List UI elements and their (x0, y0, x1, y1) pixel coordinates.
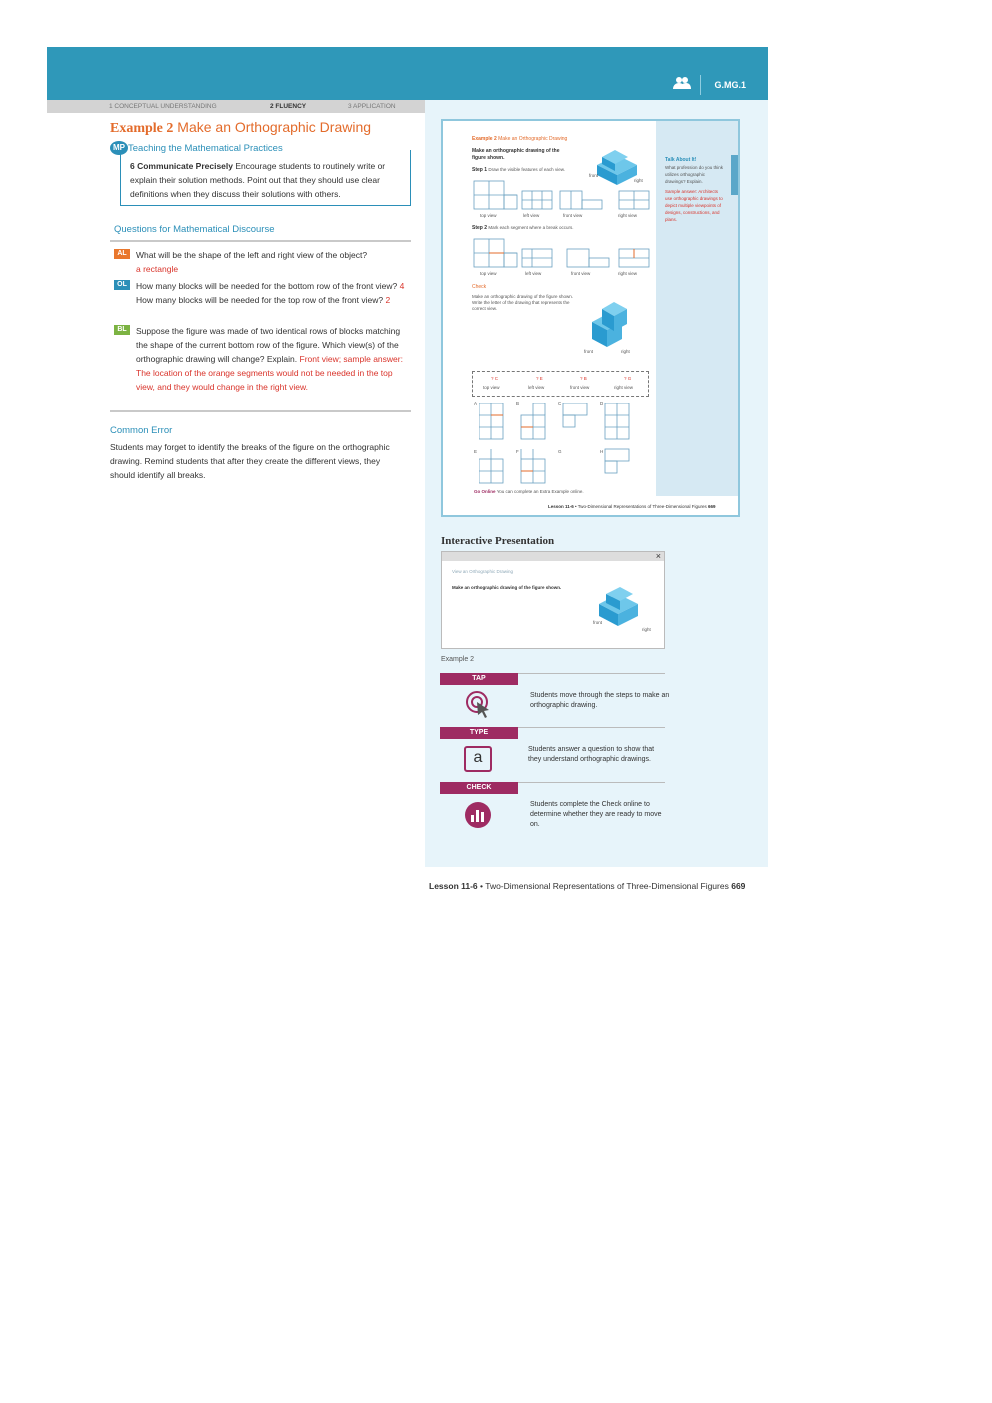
discourse-rule (110, 240, 411, 242)
mp-badge: MP (110, 141, 128, 155)
type-desc: Students answer a question to show that they understand orthographic drawings. (528, 746, 655, 763)
s2-right-view: right view (618, 271, 638, 276)
mp-text: 6 Communicate Precisely Encourage students to routinely write or explain their solution methods. Point out that they should use clear definitions when they discuss their solutions with others. (130, 161, 386, 199)
screen-prompt: Make an orthographic drawing of the figure shown. (452, 585, 562, 590)
tag-al: AL (114, 249, 130, 259)
step2-views (472, 237, 652, 273)
page-footer-main: Lesson 11-6 • Two-Dimensional Representations of Three-Dimensional Figures 669 (429, 881, 746, 891)
check-right-label: right (621, 349, 630, 354)
choice-e: E (474, 449, 478, 454)
screen-right-label: right (642, 627, 651, 632)
type-icon: a (464, 746, 492, 772)
example-heading: Example 2 Make an Orthographic Drawing (110, 119, 372, 136)
check-heading: Check (472, 284, 487, 290)
banner-divider (700, 75, 701, 95)
student-page-thumbnail (441, 119, 740, 517)
tap-rule (518, 673, 665, 674)
tap-desc: Students move through the steps to make an orthographic drawing. (530, 692, 670, 709)
type-label: TYPE (440, 727, 518, 739)
interactive-title: Interactive Presentation (441, 535, 555, 547)
check-rule (518, 782, 665, 783)
check-front-label: front (584, 349, 594, 354)
check-choice-grids (479, 403, 639, 489)
choice-d: D (600, 401, 604, 406)
go-online-note: Go Online You can complete an Extra Example online. (474, 489, 584, 494)
page-prompt: Make an orthographic drawing of the figure shown. (472, 148, 560, 161)
blank-front: ? B (580, 376, 587, 381)
tap-icon (465, 690, 493, 718)
page-tab (731, 155, 738, 195)
choice-g: G (558, 449, 562, 454)
page-right-label: right (634, 178, 643, 183)
talk-about-it: Talk About It! What profession do you think utilizes orthographic drawings? Explain. Sample answer: Architects use orthographic drawings to depict multiple viewpoints of designs, constructions, and plans. (665, 157, 724, 222)
tap-label: TAP (440, 673, 518, 685)
page-front-label: front (589, 173, 599, 178)
stripe-conceptual: 1 CONCEPTUAL UNDERSTANDING (109, 103, 217, 110)
check-chart-icon (464, 801, 492, 829)
common-error-heading: Common Error (110, 425, 173, 436)
check-desc: Students complete the Check online to determine whether they are ready to move on. (530, 801, 662, 828)
interactive-screen[interactable] (441, 551, 665, 649)
tag-bl: BL (114, 325, 130, 335)
check-cube-figure (587, 297, 637, 355)
close-icon[interactable]: × (655, 551, 661, 561)
step1-views (472, 179, 652, 215)
type-rule (518, 727, 665, 728)
mp-heading: Teaching the Mathematical Practices (128, 143, 287, 154)
s1-right-view: right view (618, 213, 638, 218)
question-bl: BL Suppose the figure was made of two identical rows of blocks matching the shape of the current bottom row of the figure. Which view(s) of the orthographic drawing will change? Explain. Front view; sample answer: The location of the orange segments would not be needed in the top view, and they would change in the right view. (114, 324, 410, 394)
choice-f: F (516, 449, 519, 454)
choice-b: B (516, 401, 520, 406)
check-right-view: right view (614, 385, 634, 390)
stripe-fluency: 2 FLUENCY (270, 103, 307, 110)
page-footer: Lesson 11-6 • Two-Dimensional Representations of Three-Dimensional Figures 669 (548, 504, 716, 509)
screen-titlebar (442, 552, 664, 561)
interactive-caption: Example 2 (441, 656, 475, 663)
check-label: CHECK (440, 782, 518, 794)
check-text: Make an orthographic drawing of the figure shown. Write the letter of the drawing that represents the correct view. (472, 294, 574, 311)
question-al: AL What will be the shape of the left and right view of the object? a rectangle (114, 248, 410, 276)
progress-stripe (47, 100, 425, 113)
s1-front-view: front view (563, 213, 583, 218)
header-banner (47, 47, 768, 100)
check-left-view: left view (528, 385, 545, 390)
choice-c: C (558, 401, 562, 406)
check-answer-row (472, 371, 649, 397)
blank-left: ? E (536, 376, 543, 381)
screen-cube-figure (596, 582, 646, 632)
screen-front-label: front (593, 620, 603, 625)
page-step2: Step 2 Mark each segment where a break occurs. (472, 225, 574, 231)
s1-top-view: top view (480, 213, 497, 218)
page-example-heading: Example 2 Make an Orthographic Drawing (472, 136, 568, 142)
discourse-rule-bottom (110, 410, 411, 412)
tag-ol: OL (114, 280, 130, 290)
s1-left-view: left view (523, 213, 540, 218)
check-top-view: top view (483, 385, 500, 390)
page-step1: Step 1 Draw the visible features of each view. (472, 167, 565, 173)
choice-h: H (600, 449, 604, 454)
page-sidebar (656, 121, 738, 496)
s2-front-view: front view (571, 271, 591, 276)
question-ol: OL How many blocks will be needed for the bottom row of the front view? 4 How many blocks will be needed for the top row of the front view? 2 (114, 279, 410, 307)
standard-code: G.MG.1 (714, 80, 746, 90)
stripe-application: 3 APPLICATION (348, 103, 396, 110)
s2-left-view: left view (525, 271, 542, 276)
choice-a: A (474, 401, 478, 406)
common-error-text: Students may forget to identify the breaks of the figure on the orthographic drawing. Remind students that after they create the different views, they should identify all breaks. (110, 442, 390, 480)
group-icon (672, 76, 692, 90)
blank-right: ? G (624, 376, 632, 381)
s2-top-view: top view (480, 271, 497, 276)
check-front-view: front view (570, 385, 590, 390)
screen-title: View an Orthographic Drawing (452, 569, 513, 574)
blank-top: ? C (491, 376, 499, 381)
discourse-heading: Questions for Mathematical Discourse (114, 224, 275, 235)
